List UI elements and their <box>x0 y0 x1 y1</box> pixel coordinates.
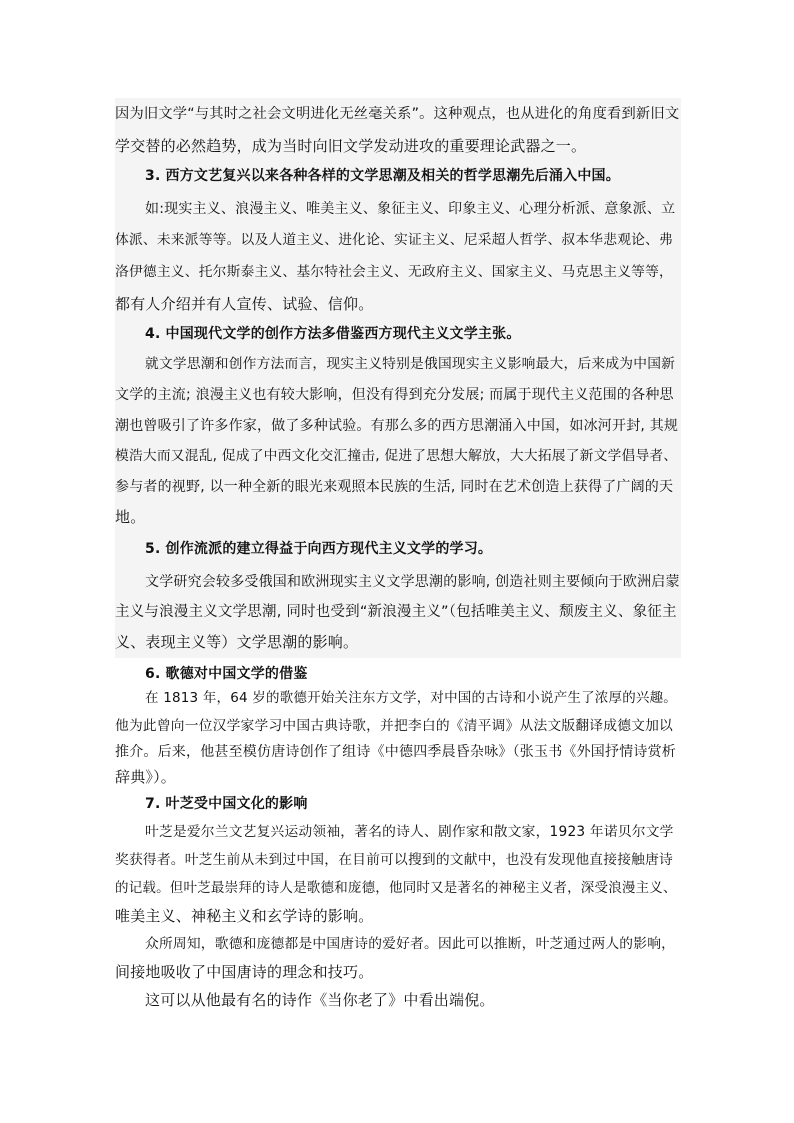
text-line: 奖获得者。叶芝生前从未到过中国，在目前可以搜到的文献中，也没有发现他直接接触唐诗 <box>115 852 674 868</box>
section-4 <box>115 318 681 534</box>
intro-paragraph <box>115 98 681 162</box>
section-7 <box>115 788 681 1008</box>
section-heading: 3. 西方文艺复兴以来各种各样的文学思潮及相关的哲学思潮先后涌入中国。 <box>145 168 620 184</box>
text-line: 如:现实主义、浪漫主义、唯美主义、象征主义、印象主义、心理分析派、意象派、立 <box>145 201 676 217</box>
section-heading: 5. 创作流派的建立得益于向西方现代主义文学的学习。 <box>145 541 493 557</box>
text-line: 辞典》）。 <box>115 768 177 786</box>
section-heading: 7. 叶芝受中国文化的影响 <box>145 796 308 812</box>
text-line: 文学研究会较多受俄国和欧洲现实主义文学思潮的影响, 创造社则主要倾向于欧洲启蒙 <box>145 574 680 590</box>
text-line: 就文学思潮和创作方法而言，现实主义特别是俄国现实主义影响最大，后来成为中国新 <box>145 356 676 372</box>
text-line: 唯美主义、神秘主义和玄学诗的影响。 <box>115 907 374 925</box>
text-line: 文学的主流; 浪漫主义也有较大影响，但没有得到充分发展; 而属于现代主义范围的各种思 <box>115 387 674 403</box>
text-line: 参与者的视野, 以一种全新的眼光来观照本民族的生活, 同时在艺术创造上获得了广阔的天 <box>115 479 674 495</box>
text-line: 他为此曾向一位汉学家学习中国古典诗歌，并把李白的《清平调》从法文版翻译成德文加以 <box>115 718 674 734</box>
section-5 <box>115 533 681 658</box>
text-line: 都有人介绍并有人宣传、试验、信仰。 <box>115 295 374 313</box>
text-line: 间接地吸收了中国唐诗的理念和技巧。 <box>115 963 374 981</box>
text-line: 在 1813 年，64 岁的歌德开始关注东方文学，对中国的古诗和小说产生了浓厚的兴趣。 <box>145 690 678 706</box>
text-line: 这可以从他最有名的诗作《当你老了》中看出端倪。 <box>145 991 495 1009</box>
text-line: 学交替的必然趋势，成为当时向旧文学发动进攻的重要理论武器之一。 <box>115 137 587 155</box>
text-line: 的记载。但叶芝最崇拜的诗人是歌德和庞德，他同时又是著名的神秘主义者，深受浪漫主义、 <box>115 880 677 896</box>
text-line: 推介。后来，他甚至模仿唐诗创作了组诗《中德四季晨昏杂咏》（张玉书《外国抒情诗赏析 <box>115 744 676 760</box>
section-6 <box>115 658 681 788</box>
section-heading: 4. 中国现代文学的创作方法多借鉴西方现代主义文学主张。 <box>145 326 521 342</box>
text-line: 模浩大而又混乱, 促成了中西文化交汇撞击, 促进了思想大解放，大大拓展了新文学倡导者、 <box>115 448 678 464</box>
text-line: 主义与浪漫主义文学思潮, 同时也受到“新浪漫主义”（包括唯美主义、颓废主义、象征主 <box>115 604 677 620</box>
text-line: 洛伊德主义、托尔斯泰主义、基尔特社会主义、无政府主义、国家主义、马克思主义等等， <box>115 264 674 280</box>
text-line: 地。 <box>115 508 146 526</box>
text-line: 义、表现主义等）文学思潮的影响。 <box>115 633 359 651</box>
section-3 <box>115 160 681 320</box>
section-heading: 6. 歌德对中国文学的借鉴 <box>145 666 308 682</box>
text-line: 众所周知，歌德和庞德都是中国唐诗的爱好者。因此可以推断，叶芝通过两人的影响， <box>145 936 676 952</box>
text-line: 叶芝是爱尔兰文艺复兴运动领袖，著名的诗人、剧作家和散文家，1923 年诺贝尔文学 <box>145 824 674 840</box>
text-line: 体派、未来派等等。以及人道主义、进化论、实证主义、尼采超人哲学、叔本华悲观论、弗 <box>115 232 674 248</box>
text-line: 潮也曾吸引了许多作家，做了多种试验。有那么多的西方思潮涌入中国，如冰河开封, 其规 <box>115 418 679 434</box>
text-line: 因为旧文学“与其时之社会文明进化无丝毫关系”。这种观点，也从进化的角度看到新旧文 <box>115 106 680 122</box>
